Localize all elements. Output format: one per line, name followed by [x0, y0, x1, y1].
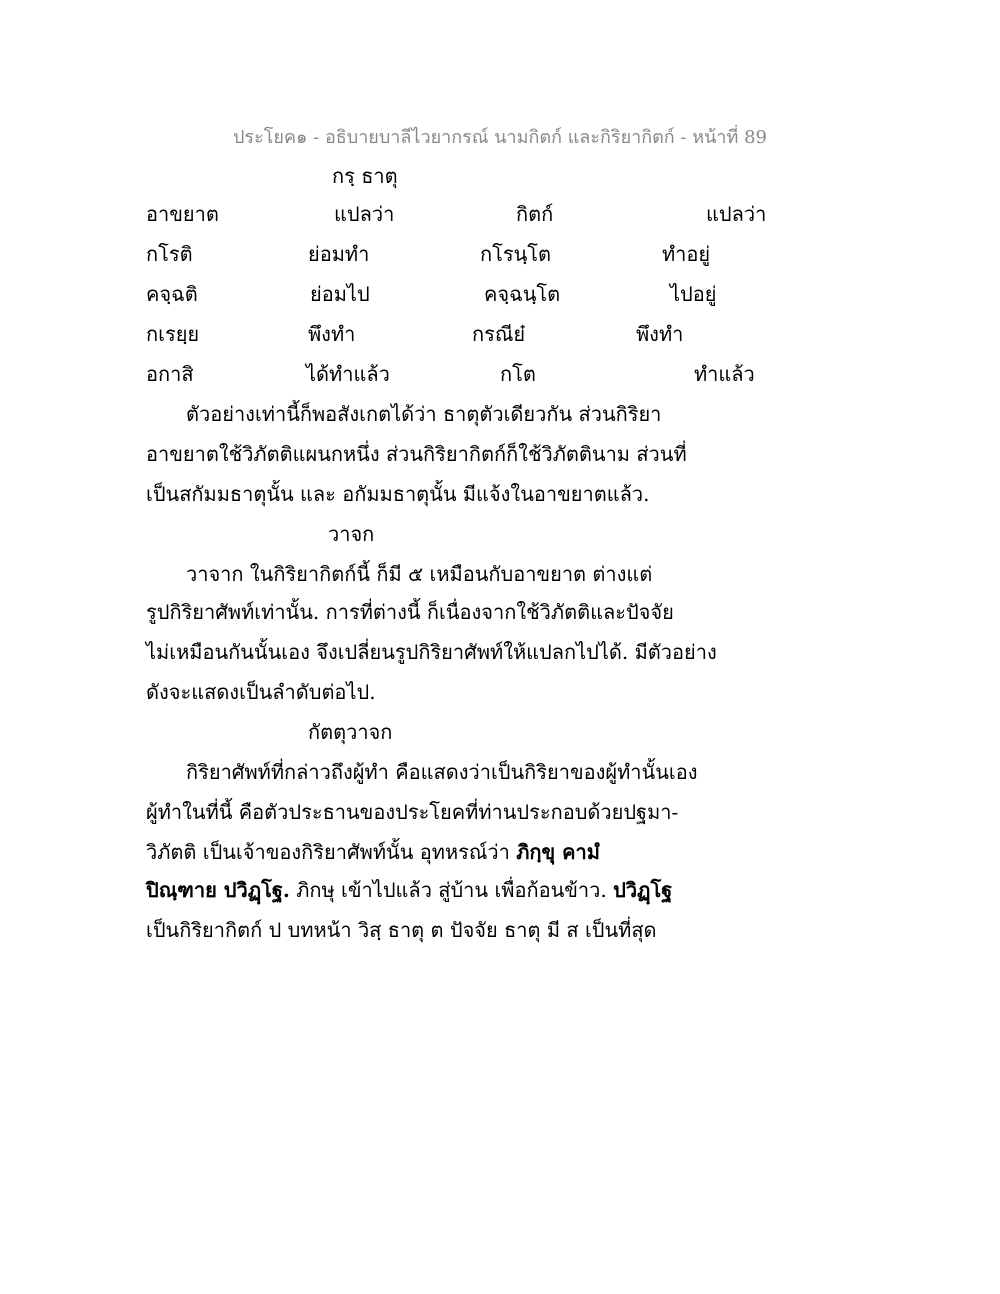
paragraph-line: รูปกิริยาศัพท์เท่านั้น. การที่ต่างนี้ ก็เนื่องจากใช้วิภัตติและปัจจัย: [146, 600, 674, 624]
table-cell: กโรติ: [146, 242, 193, 266]
table-cell: ย่อมทำ: [308, 242, 370, 266]
section-heading-vacaka: วาจก: [328, 522, 375, 546]
table-header-cell: แปลว่า: [706, 202, 767, 226]
table-cell: คจฺฉติ: [146, 282, 198, 306]
table-cell: อกาสิ: [146, 362, 194, 386]
section-heading-kattuvacaka: กัตตุวาจก: [308, 720, 393, 744]
plain-text: วิภัตติ เป็นเจ้าของกิริยาศัพท์นั้น อุทหรณ์ว่า: [146, 840, 517, 864]
table-cell: ได้ทำแล้ว: [306, 362, 390, 386]
paragraph-line: [146, 876, 672, 904]
table-cell: กเรยฺย: [146, 322, 200, 346]
paragraph-line: ดังจะแสดงเป็นลำดับต่อไป.: [146, 680, 376, 704]
table-header-cell: กิตก์: [516, 202, 554, 226]
table-cell: ทำแล้ว: [694, 362, 755, 386]
paragraph-line: ตัวอย่างเท่านี้ก็พอสังเกตได้ว่า ธาตุตัวเดียวกัน ส่วนกิริยา: [186, 402, 662, 426]
table-header-cell: อาขยาต: [146, 202, 219, 226]
pali-example-text: ภิกฺขุ คามํ: [516, 840, 600, 864]
paragraph-line: กิริยาศัพท์ที่กล่าวถึงผู้ทำ คือแสดงว่าเป็นกิริยาของผู้ทำนั้นเอง: [186, 760, 698, 784]
paragraph-line: ผู้ทำในที่นี้ คือตัวประธานของประโยคที่ท่านประกอบด้วยปฐมา-: [146, 800, 679, 824]
table-header-cell: แปลว่า: [334, 202, 395, 226]
pali-word-text: ปวิฏฺโฐ: [613, 878, 673, 902]
table-cell: กโต: [500, 362, 536, 386]
table-cell: พึงทำ: [308, 322, 356, 346]
table-cell: กรณีย๋: [472, 322, 526, 346]
pali-example-text: ปิณฺฑาย ปวิฏฺโฐ.: [146, 878, 290, 902]
paragraph-line: เป็นสกัมมธาตุนั้น และ อกัมมธาตุนั้น มีแจ้งในอาขยาตแล้ว.: [146, 482, 650, 506]
plain-text: ภิกษุ เข้าไปแล้ว สู่บ้าน เพื่อก้อนข้าว.: [289, 878, 614, 902]
paragraph-line: [146, 838, 600, 866]
table-cell: ทำอยู่: [662, 242, 711, 266]
table-cell: พึงทำ: [636, 322, 684, 346]
table-cell: ไปอยู่: [670, 282, 717, 306]
section-heading-kar-root: กรฺ ธาตุ: [332, 164, 398, 188]
table-cell: กโรนฺโต: [480, 242, 551, 266]
table-cell: ย่อมไป: [310, 282, 370, 306]
paragraph-line: อาขยาตใช้วิภัตติแผนกหนึ่ง ส่วนกิริยากิตก์ก็ใช้วิภัตตินาม ส่วนที่: [146, 442, 687, 466]
paragraph-line: วาจาก ในกิริยากิตก์นี้ ก็มี ๕ เหมือนกับอาขยาต ต่างแต่: [186, 562, 653, 586]
paragraph-line: เป็นกิริยากิตก์ ป บทหน้า วิสฺ ธาตุ ต ปัจจัย ธาตุ มี ส เป็นที่สุด: [146, 918, 657, 942]
paragraph-line: ไม่เหมือนกันนั้นเอง จึงเปลี่ยนรูปกิริยาศัพท์ให้แปลกไปได้. มีตัวอย่าง: [146, 640, 717, 664]
table-cell: คจฺฉนฺโต: [484, 282, 561, 306]
page-header: ประโยค๑ - อธิบายบาลีไวยากรณ์ นามกิตก์ และกิริยากิตก์ - หน้าที่ 89: [233, 127, 767, 148]
